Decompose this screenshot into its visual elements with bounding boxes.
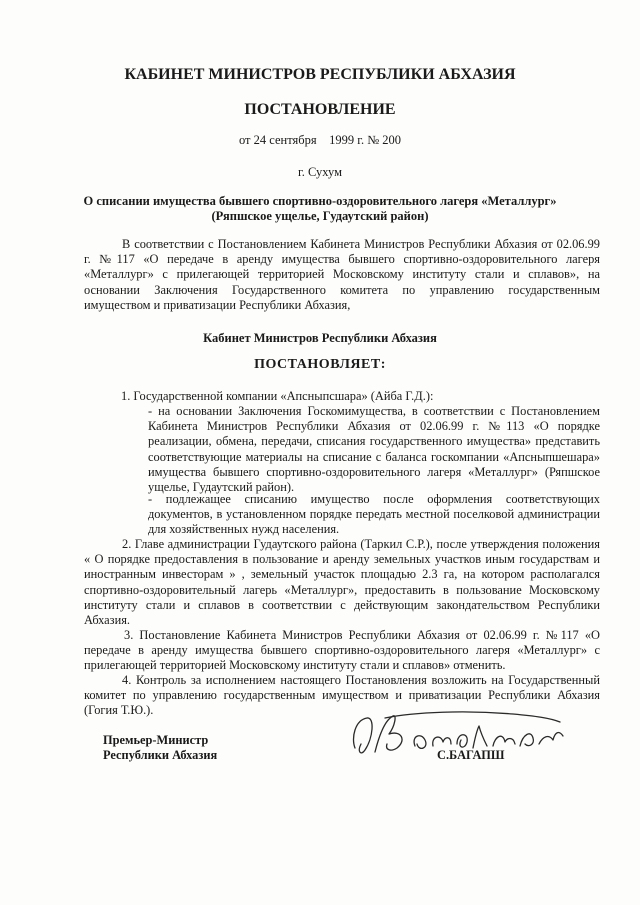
signatory-title-line-1: Премьер-Министр xyxy=(103,733,209,747)
item-4-paragraph: 4. Контроль за исполнением настоящего Постановления возложить на Государственный комитет по управлению государственным имуществом и приватизации Республики Абхазия (Гогия Т.Ю.). xyxy=(84,673,600,718)
city: г. Сухум xyxy=(297,165,342,179)
item-1-subitem-b: - подлежащее списанию имущество после оформления соответствующих документов, в установленном порядке передать местной поселковой администрации для хозяйственных нужд населения. xyxy=(148,492,600,537)
document-type-title: ПОСТАНОВЛЕНИЕ xyxy=(244,101,396,118)
subject-title xyxy=(0,194,640,224)
signatory-title-line-2: Республики Абхазия xyxy=(103,748,218,762)
resolves-heading: ПОСТАНОВЛЯЕТ: xyxy=(254,357,386,372)
subject-line-1: О списании имущества бывшего спортивно-оздоровительного лагеря «Металлург» xyxy=(83,194,557,208)
item-1-heading: 1. Государственной компании «Апсныпсшара» (Айба Г.Д.): xyxy=(121,389,434,403)
signatory-title xyxy=(103,733,217,763)
item-2-paragraph: 2. Главе администрации Гудаутского района (Таркил С.Р.), после утверждения положения « О порядке предоставления в пользование и аренду земельных участков иным государствам и иностранным инвесторам » , земельный участок площадью 2.3 га, на котором располагался спортивно-оздоровительный лагерь «Металлург», предоставить в пользование Московскому институту стали и сплавов в соответствии с действующим закондательством Республики Абхазия. xyxy=(84,537,600,628)
subject-line-2: (Ряпшское ущелье, Гудаутский район) xyxy=(211,209,429,223)
signatory-name: С.БАГАПШ xyxy=(437,748,505,762)
item-1-subitem-a: - на основании Заключения Госкомимущества, в соответствии с Постановлением Кабинета Министров Республики Абхазия от 02.06.99 г. №113 «О порядке реализации, обмена, передачи, списания государственного имущества» представить соответствующие материалы на списание с баланса госкомпании «Апсныпшешара» имущества бывшего спортивно-оздоровительного лагеря «Металлург» (Ряпшское ущелье, Гудаутский район). xyxy=(148,404,600,495)
resolving-body: Кабинет Министров Республики Абхазия xyxy=(203,331,437,345)
date-and-number: от 24 сентября 1999 г. № 200 xyxy=(238,133,402,147)
item-3-paragraph: 3. Постановление Кабинета Министров Республики Абхазия от 02.06.99 г. №117 «О передаче в аренду имущества бывшего спортивно-оздоровительного лагеря «Металлург» с прилегающей территорией Московскому институту стали и сплавов» отменить. xyxy=(84,628,600,673)
preamble-paragraph: В соответствии с Постановлением Кабинета Министров Республики Абхазия от 02.06.99 г. №117 «О передаче в аренду имущества бывшего спортивно-оздоровительного лагеря «Металлург» с прилегающей территорией Московскому институту стали и сплавов», на основании Заключения Государственного комитета по управлению государственным имуществом и приватизации Республики Абхазия, xyxy=(84,237,600,312)
organization-title: КАБИНЕТ МИНИСТРОВ РЕСПУБЛИКИ АБХАЗИЯ xyxy=(124,66,516,83)
